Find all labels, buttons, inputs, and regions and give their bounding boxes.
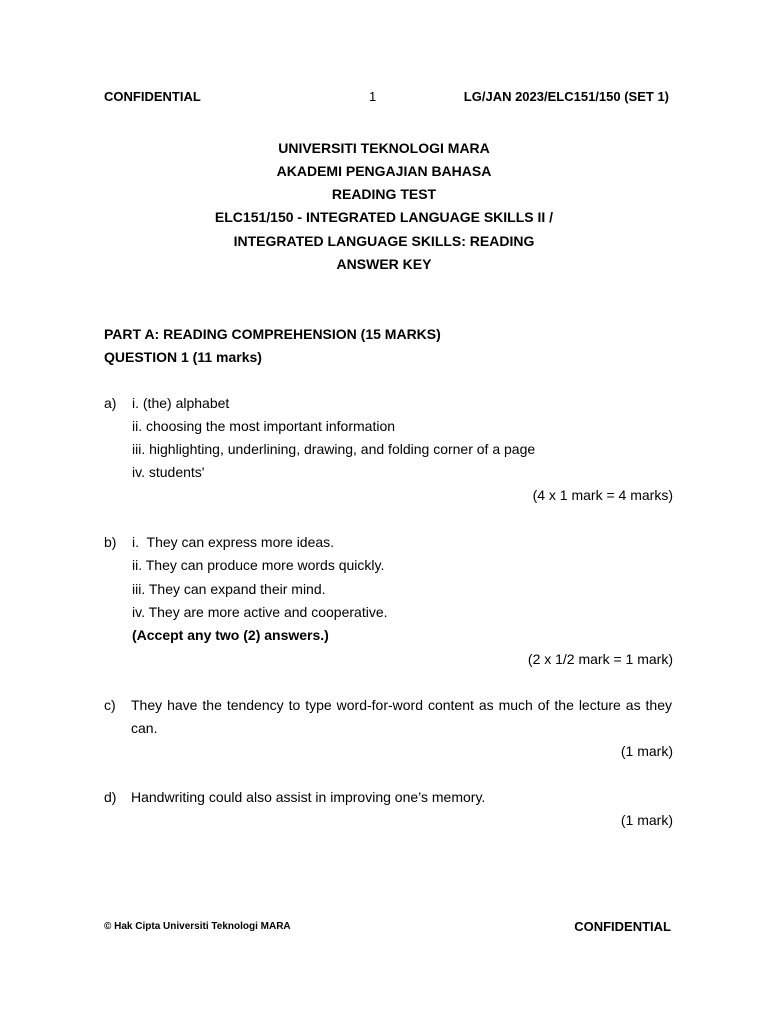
answer-b-label: b) — [104, 534, 117, 550]
answer-b-item: iii. They can expand their mind. — [132, 581, 326, 597]
title-test: READING TEST — [331, 186, 437, 202]
part-heading: PART A: READING COMPREHENSION (15 MARKS) — [104, 326, 441, 342]
footer-copyright: © Hak Cipta Universiti Teknologi MARA — [104, 921, 291, 932]
answer-d-label: d) — [104, 789, 117, 805]
answer-a-item: ii. choosing the most important information — [132, 418, 396, 434]
title-course-cont: INTEGRATED LANGUAGE SKILLS: READING — [233, 233, 535, 249]
header-confidential: CONFIDENTIAL — [104, 89, 201, 104]
title-academy: AKADEMI PENGAJIAN BAHASA — [276, 163, 492, 179]
title-university: UNIVERSITI TEKNOLOGI MARA — [278, 140, 490, 156]
answer-b-item: iv. They are more active and cooperative. — [132, 604, 388, 620]
answer-b-item: i. They can express more ideas. — [132, 534, 335, 550]
answer-a-item: iii. highlighting, underlining, drawing, and folding corner of a page — [132, 441, 536, 457]
answer-c-marks: (1 mark) — [620, 743, 673, 759]
answer-b-note: (Accept any two (2) answers.) — [132, 627, 329, 643]
question-heading: QUESTION 1 (11 marks) — [104, 349, 262, 365]
title-answer-key: ANSWER KEY — [336, 256, 432, 272]
footer-confidential: CONFIDENTIAL — [574, 919, 671, 934]
answer-d-marks: (1 mark) — [620, 812, 673, 828]
answer-a-label: a) — [104, 395, 117, 411]
title-course: ELC151/150 - INTEGRATED LANGUAGE SKILLS II / — [214, 209, 554, 225]
answer-a-item: i. (the) alphabet — [132, 395, 230, 411]
answer-c-text-cont: can. — [131, 720, 158, 736]
answer-b-marks: (2 x 1/2 mark = 1 mark) — [527, 651, 673, 667]
answer-d-text: Handwriting could also assist in improving one’s memory. — [131, 789, 486, 805]
header-exam-code: LG/JAN 2023/ELC151/150 (SET 1) — [463, 89, 669, 104]
answer-c-label: c) — [104, 697, 116, 713]
answer-b-item: ii. They can produce more words quickly. — [132, 557, 385, 573]
answer-a-marks: (4 x 1 mark = 4 marks) — [532, 487, 673, 503]
page-number: 1 — [369, 89, 377, 104]
answer-c-text: They have the tendency to type word-for-word content as much of the lecture as they — [131, 697, 672, 713]
answer-a-item: iv. students' — [132, 464, 205, 480]
